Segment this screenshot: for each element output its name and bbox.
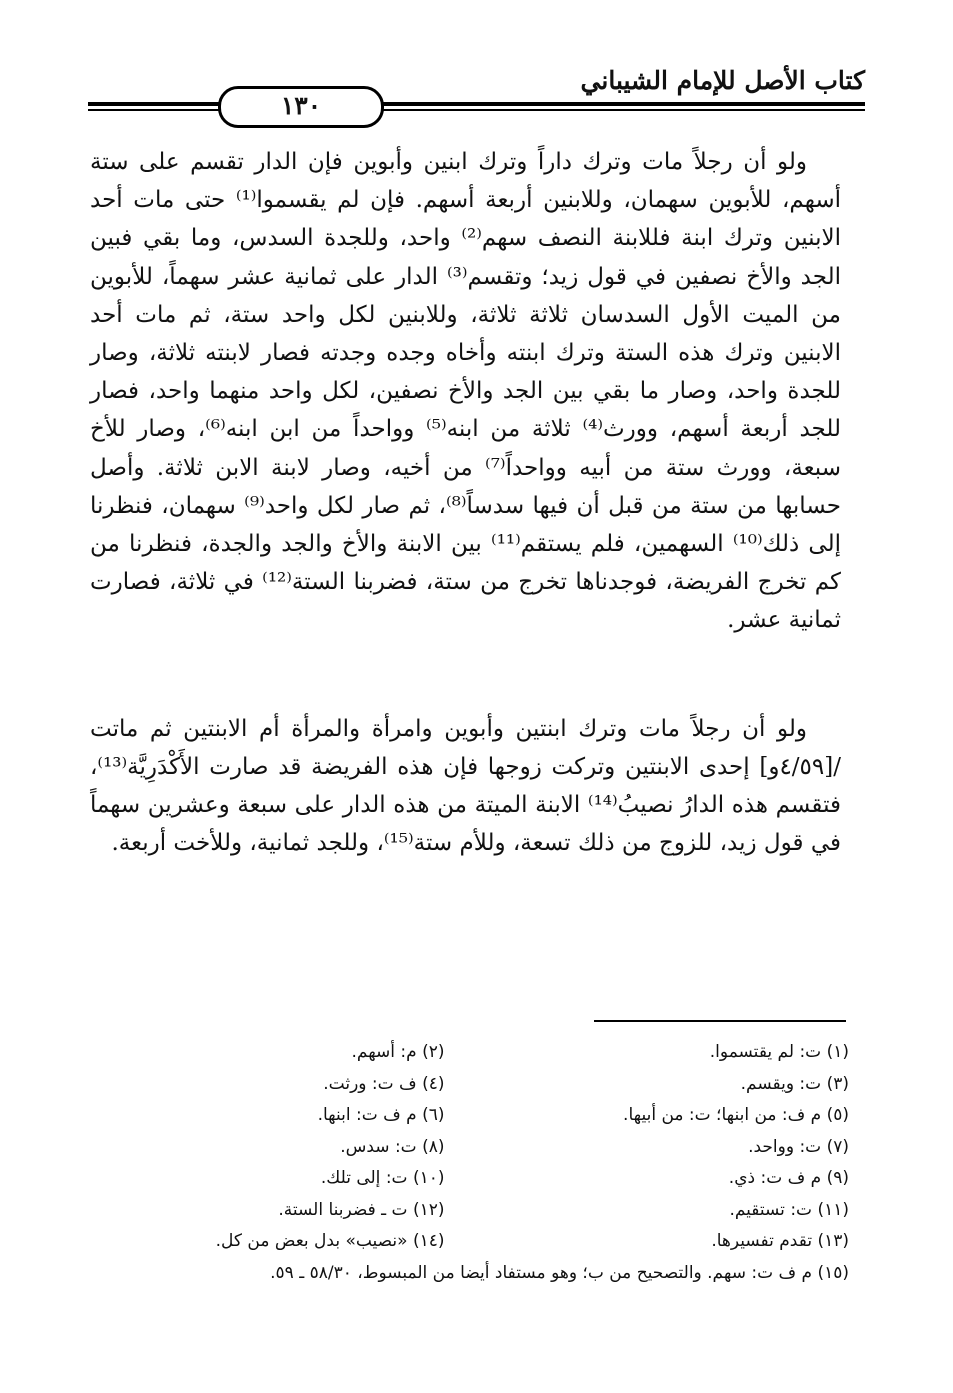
paragraph-2: ولو أن رجلاً مات وترك ابنتين وأبوين وامرأة والمرأة أم الابنتين ثم ماتت /[٤/٥٩و] إحدى الابنتين وتركت زوجها فإن هذه الفريضة قد صارت الأَكْدَرِيَّة⁽¹³⁾، فتقسم هذه الدارُ نصيبُ⁽¹⁴⁾ الابنة الميتة من هذه الدار على سبعة وعشرين سهماً في قول زيد، للزوج من ذلك تسعة، وللأم ستة⁽¹⁵⁾، وللجد ثمانية، وللأخت أربعة. [90,715,842,857]
header-rule-thick [88,102,865,106]
footnote-11: (١١) ت: تستقيم. [729,1199,849,1220]
paragraph-1: ولو أن رجلاً مات وترك داراً وترك ابنين وأبوين فإن الدار تقسم على ستة أسهم، للأبوين سهمان، وللابنين أربعة أسهم. فإن لم يقسموا⁽¹⁾ حتى مات أحد الابنين وترك ابنة فللابنة النصف سهم⁽²⁾ واحد، وللجدة السدس، وما بقي فبين الجد والأخ نصفين في قول زيد؛ وتقسم⁽³⁾ الدار على ثمانية عشر سهماً، للأبوين من الميت الأول السدسان ثلاثة ثلاثة، وللابنين لكل واحد ستة، ثم مات أحد الابنين وترك هذه الستة وترك ابنته وأخاه وجده وجدته فصار لابنته ثلاثة، وصار للجدة واحد، وصار ما بقي بين الجد والأخ نصفين، لكل واحد منهما واحد، فصار للجد أربعة أسهم، وورث⁽⁴⁾ ثلاثة من ابنه⁽⁵⁾ وواحداً من ابن ابنه⁽⁶⁾، وصار للأخ سبعة، وورث ستة من أبيه وواحداً⁽⁷⁾ من أخيه، وصار لابنة الابن ثلاثة. وأصل حسابها من ستة من قبل أن فيها سدساً⁽⁸⁾، ثم صار لكل واحد⁽⁹⁾ سهمان، فنظرنا إلى ذلك⁽¹⁰⁾ السهمين، فلم يستقم⁽¹¹⁾ بين الابنة والأخ والجد والجدة، فنظرنا من كم تخرج الفريضة، فوجدناها تخرج من ستة، فضربنا الستة⁽¹²⁾ في ثلاثة، فصارت ثمانية عشر. [90,149,842,634]
footnote-8: (٨) ت: سدس. [340,1136,445,1157]
footnote-7: (٧) ت: وواحد. [748,1136,849,1157]
footnote-1: (١) ت: لم يقتسموا. [709,1042,849,1062]
footnote-10: (١٠) ت: إلى تلك. [320,1168,445,1188]
footnote-13: (١٣) تقدم تفسيرها. [711,1231,849,1251]
footnotes [100,1037,849,1289]
page-number: ١٣٠ [218,86,384,128]
footnote-separator [594,1020,846,1022]
footnote-grid [100,1037,849,1258]
main-text [90,143,841,862]
header-rule-thin [88,109,865,111]
footnote-6: (٦) م ف ت: ابنها. [317,1105,445,1125]
footnote-2: (٢) م: أسهم. [351,1042,445,1062]
footnote-15: (١٥) م ف ت: سهم. والتصحيح من ب؛ وهو مستفاد أيضا من المبسوط، ٥٨/٣٠ ـ ٥٩. [270,1262,849,1283]
footnote-5: (٥) م ف: من ابنها؛ ت: من أبيها. [623,1105,849,1125]
page-header [88,60,865,130]
footnote-3: (٣) ت: ويقسم. [740,1073,849,1094]
footnote-4: (٤) ف ت: ورثت. [323,1073,445,1094]
footnote-9: (٩) م ف ت: ذي. [728,1168,849,1188]
book-title: كتاب الأصل للإمام الشيباني [580,66,865,95]
footnote-12: (١٢) ت ـ فضربنا الستة. [278,1199,445,1220]
paragraph-spacer [90,640,841,710]
footnote-14: (١٤) «نصيب» بدل بعض من كل. [215,1231,445,1251]
